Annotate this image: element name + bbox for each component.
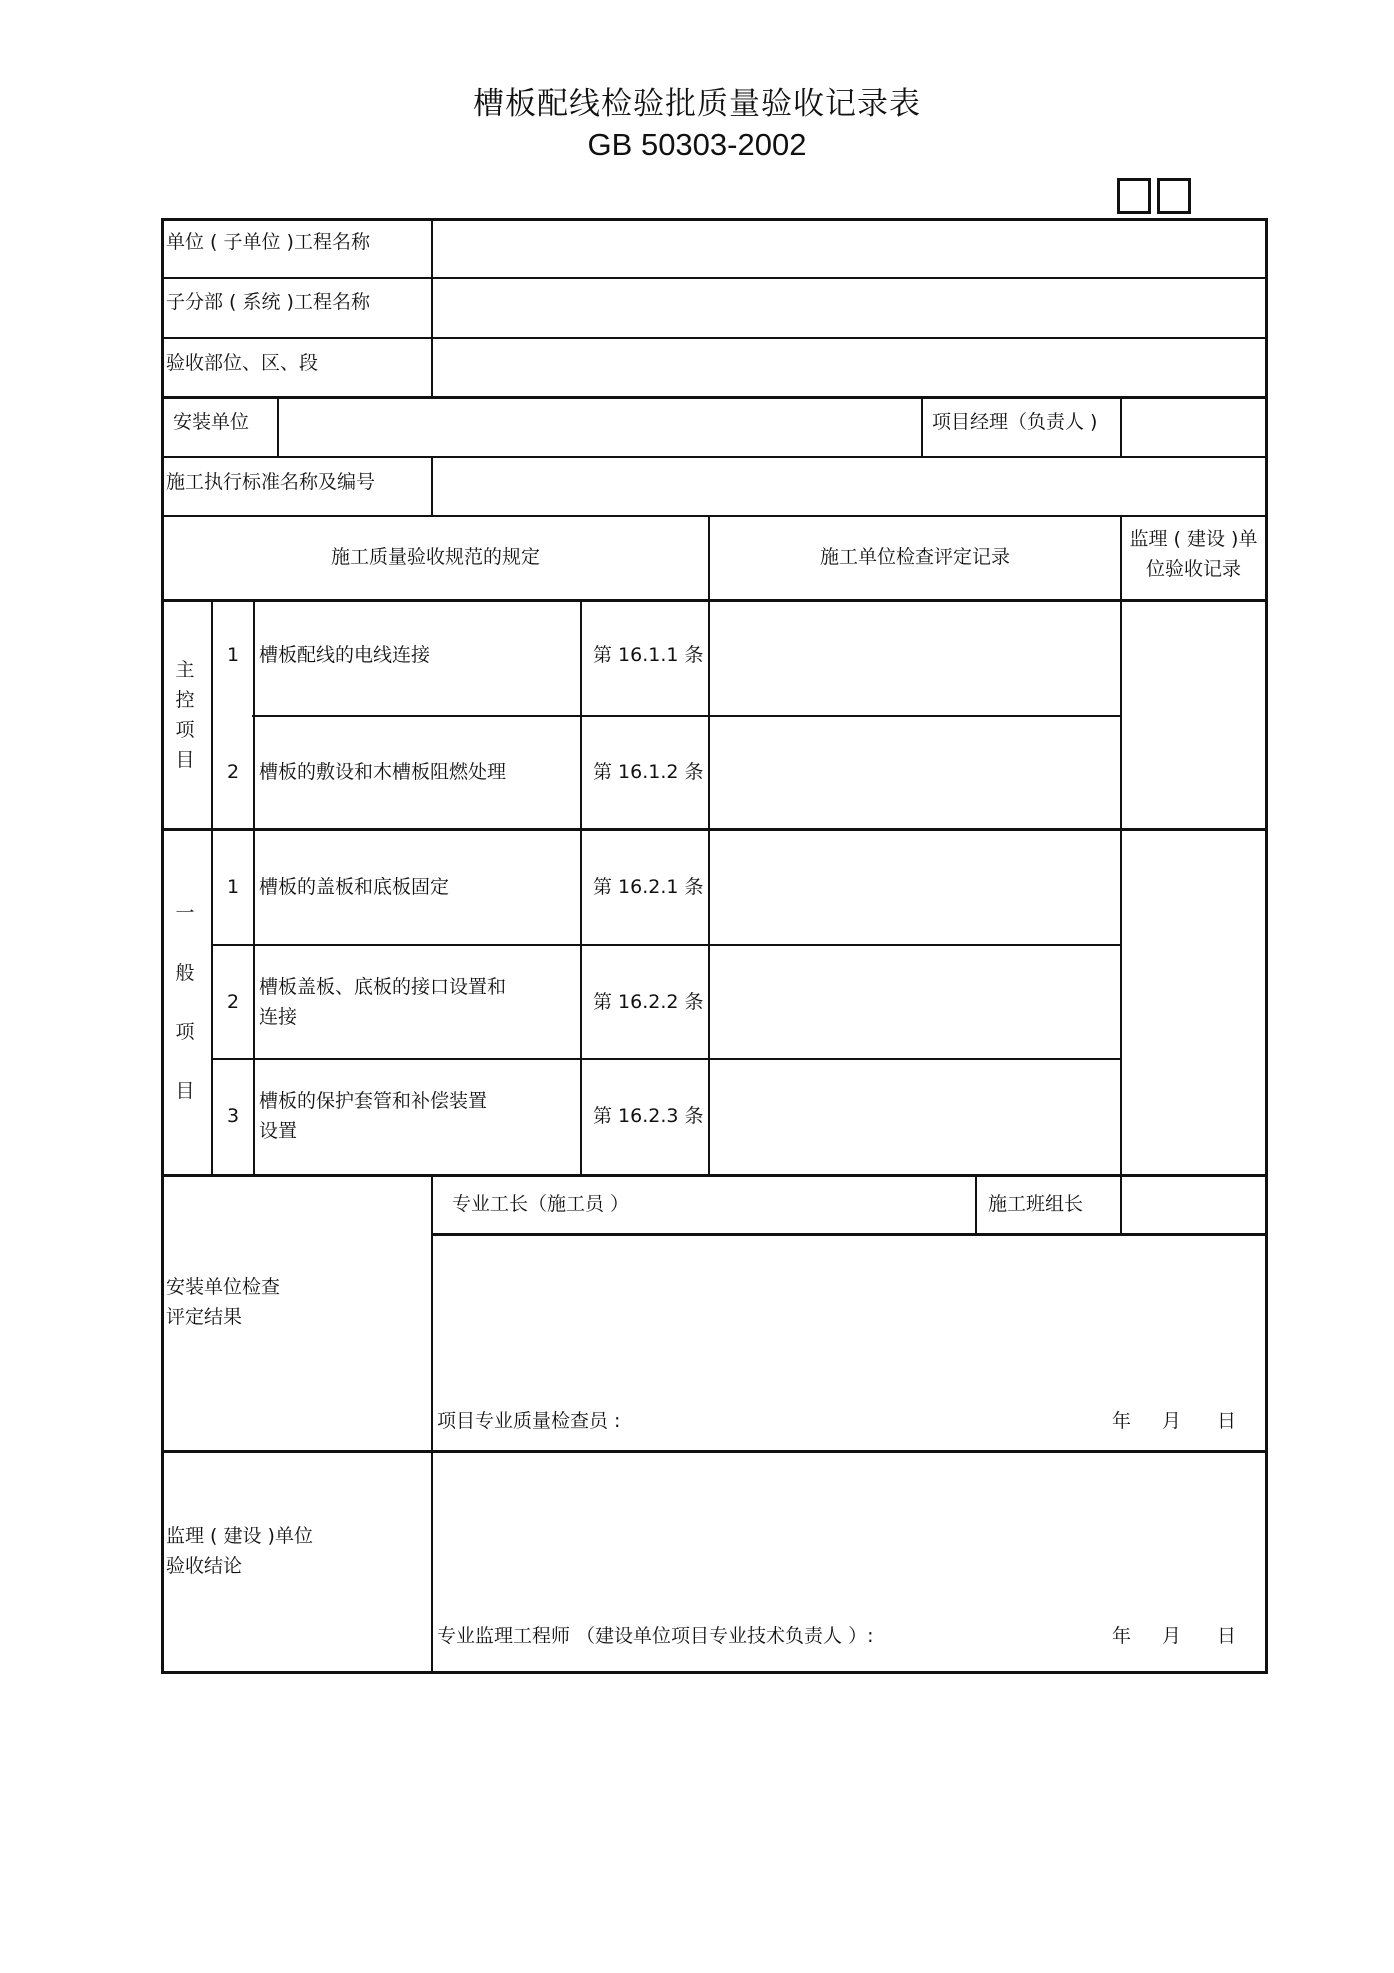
- general-items-label-3: 项: [175, 1021, 195, 1043]
- engineer-month: 月: [1162, 1625, 1182, 1647]
- checkbox-pair: [1117, 178, 1191, 214]
- spec-header: 施工质量验收规范的规定: [330, 546, 540, 568]
- inspector-label: 项目专业质量检查员 :: [437, 1410, 621, 1432]
- main-item-2-no: 2: [226, 761, 240, 783]
- main-items-label-4: 目: [175, 749, 195, 771]
- inspector-day: 日: [1217, 1410, 1237, 1432]
- main-item-2-clause: 第 16.1.2 条: [593, 761, 704, 783]
- blank-box-2: [1157, 178, 1191, 214]
- page-title: 槽板配线检验批质量验收记录表: [473, 86, 921, 122]
- general-item-3-desc: 槽板的保护套管和补偿装置: [259, 1090, 488, 1112]
- inspector-month: 月: [1162, 1410, 1182, 1432]
- install-unit-label: 安装单位: [173, 411, 250, 433]
- main-item-2-desc: 槽板的敷设和木槽板阻燃处理: [259, 761, 507, 783]
- inspector-year: 年: [1112, 1410, 1132, 1432]
- blank-box-1: [1117, 178, 1151, 214]
- engineer-year: 年: [1112, 1625, 1132, 1647]
- standard-name-label: 施工执行标准名称及编号: [166, 471, 376, 493]
- general-items-label-1: 一: [175, 902, 195, 924]
- main-items-label-2: 控: [175, 689, 195, 711]
- standard-code: GB 50303-2002: [587, 127, 807, 162]
- general-item-1-desc: 槽板的盖板和底板固定: [259, 876, 450, 898]
- general-item-1-clause: 第 16.2.1 条: [593, 876, 704, 898]
- general-items-label-2: 般: [175, 962, 195, 984]
- foreman-label: 专业工长（施工员 ）: [452, 1193, 630, 1215]
- project-manager-label: 项目经理（负责人 ): [932, 411, 1098, 433]
- supervision-header-line1: 监理 ( 建设 )单: [1129, 528, 1258, 550]
- install-result-label-1: 安装单位检查: [166, 1276, 281, 1298]
- general-item-3-clause: 第 16.2.3 条: [593, 1105, 704, 1127]
- engineer-day: 日: [1217, 1625, 1237, 1647]
- unit-project-label: 单位 ( 子单位 )工程名称: [166, 231, 370, 253]
- install-result-label-2: 评定结果: [166, 1306, 243, 1328]
- general-item-3-desc-cont: 设置: [259, 1120, 298, 1142]
- location-label: 验收部位、区、段: [166, 352, 319, 374]
- record-header: 施工单位检查评定记录: [819, 546, 1010, 568]
- supervision-conclusion-label-2: 验收结论: [166, 1555, 243, 1577]
- supervision-conclusion-label-1: 监理 ( 建设 )单位: [166, 1525, 313, 1547]
- general-item-2-desc: 槽板盖板、底板的接口设置和: [259, 976, 507, 998]
- general-item-2-desc-cont: 连接: [259, 1006, 298, 1028]
- general-item-2-no: 2: [226, 991, 240, 1013]
- main-item-1-no: 1: [226, 644, 240, 666]
- general-item-3-no: 3: [226, 1105, 240, 1127]
- engineer-label: 专业监理工程师 （建设单位项目专业技术负责人 ）:: [437, 1625, 874, 1647]
- general-items-label-4: 目: [175, 1080, 195, 1102]
- supervision-header-line2: 位验收记录: [1145, 558, 1241, 580]
- main-item-1-clause: 第 16.1.1 条: [593, 644, 704, 666]
- main-item-1-desc: 槽板配线的电线连接: [259, 644, 431, 666]
- main-items-label-1: 主: [175, 659, 195, 681]
- general-item-1-no: 1: [226, 876, 240, 898]
- general-item-2-clause: 第 16.2.2 条: [593, 991, 704, 1013]
- team-leader-label: 施工班组长: [988, 1193, 1084, 1215]
- sub-project-label: 子分部 ( 系统 )工程名称: [166, 291, 370, 313]
- main-items-label-3: 项: [175, 719, 195, 741]
